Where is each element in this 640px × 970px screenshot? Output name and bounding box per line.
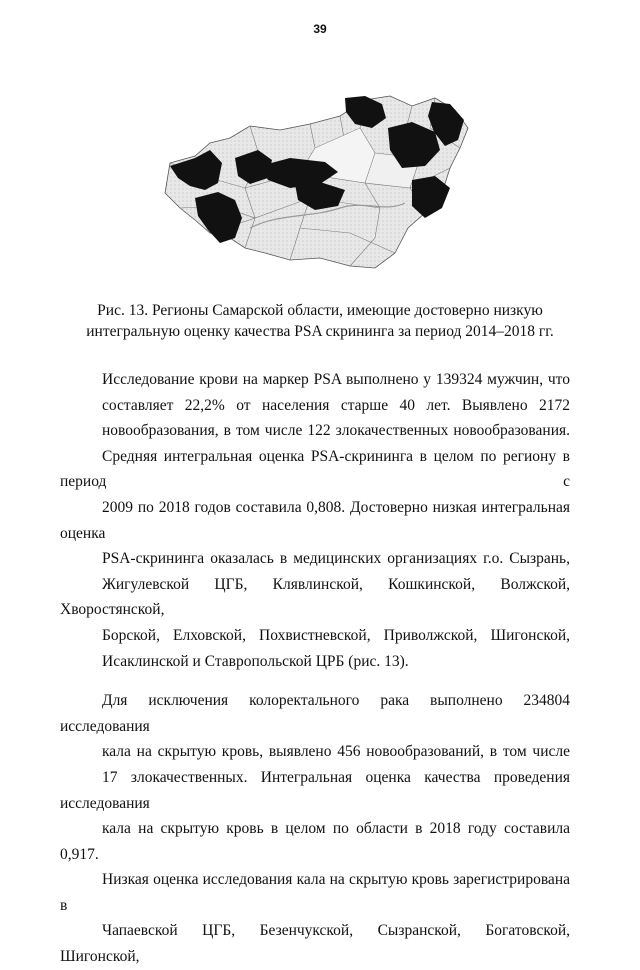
text-line: Исследование крови на маркер PSA выполнено у 139324 мужчин, что bbox=[102, 371, 570, 388]
paragraph bbox=[60, 688, 570, 970]
text-line: Чапаевской ЦГБ, Безенчукской, Сызранской, Богатовской, Шигонской, bbox=[60, 922, 570, 966]
page-number: 39 bbox=[313, 22, 327, 36]
samara-region-map bbox=[150, 88, 490, 278]
map-figure bbox=[150, 88, 490, 278]
text-line: Для исключения колоректального рака выполнено 234804 исследования bbox=[60, 692, 570, 735]
caption-line: Рис. 13. Регионы Самарской области, имеющие достоверно низкую bbox=[97, 302, 543, 319]
body-text bbox=[60, 367, 570, 970]
paragraph bbox=[60, 367, 570, 674]
text-line: 17 злокачественных. Интегральная оценка качества проведения исследования bbox=[60, 768, 570, 812]
caption-line: интегральную оценку качества PSA скрининга за период 2014–2018 гг. bbox=[86, 323, 554, 340]
text-line: Жигулевской ЦГБ, Клявлинской, Кошкинской, Волжской, Хворостянской, bbox=[60, 575, 570, 619]
text-line: новообразования, в том числе 122 злокачественных новообразования. bbox=[102, 422, 570, 440]
text-line: кала на скрытую кровь в целом по области в 2018 году составила 0,917. bbox=[60, 820, 570, 863]
text-line: Исаклинской и Ставропольской ЦРБ (рис. 13). bbox=[102, 652, 409, 670]
text-line: составляет 22,2% от населения старше 40 лет. Выявлено 2172 bbox=[102, 396, 570, 414]
text-line: кала на скрытую кровь, выявлено 456 новообразований, в том числе bbox=[102, 743, 570, 761]
text-line: Борской, Елховской, Похвистневской, Приволжской, Шигонской, bbox=[102, 626, 570, 644]
text-line: PSA-скрининга оказалась в медицинских организациях г.о. Сызрань, bbox=[102, 550, 570, 568]
text-line: Низкая оценка исследования кала на скрытую кровь зарегистрирована в bbox=[60, 871, 570, 914]
figure-caption bbox=[80, 300, 560, 342]
text-line: 2009 по 2018 годов составила 0,808. Достоверно низкая интегральная оценка bbox=[60, 498, 570, 542]
text-line: Средняя интегральная оценка PSA-скрининга в целом по региону в период с bbox=[60, 447, 570, 491]
